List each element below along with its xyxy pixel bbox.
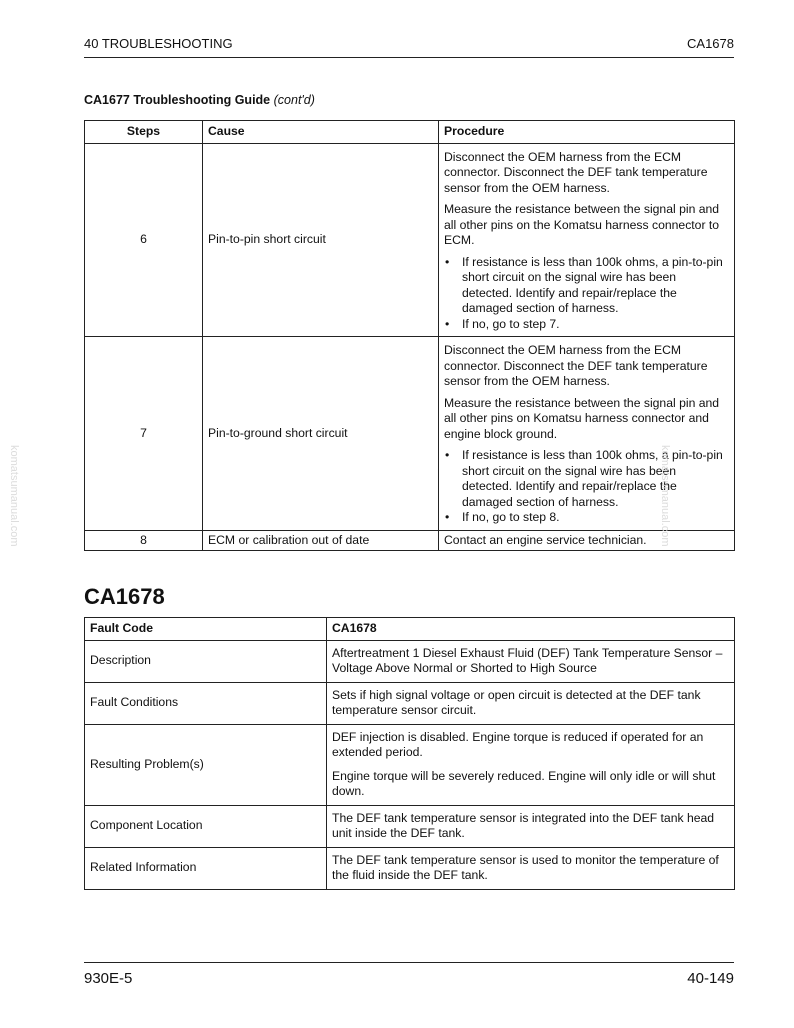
step-cause: ECM or calibration out of date xyxy=(203,530,439,551)
header-code: CA1678 xyxy=(687,36,734,51)
step-number: 7 xyxy=(85,337,203,531)
row-value xyxy=(327,805,735,847)
guide-title xyxy=(84,93,315,107)
procedure-bullet xyxy=(444,317,729,333)
table-row xyxy=(85,337,735,531)
value-paragraph: Sets if high signal voltage or open circuit is detected at the DEF tank temperature sensor circuit. xyxy=(332,687,701,717)
table-row xyxy=(85,530,735,551)
row-label: Related Information xyxy=(85,847,327,889)
header-rule xyxy=(84,57,734,58)
row-value xyxy=(327,724,735,805)
procedure-paragraph: Disconnect the OEM harness from the ECM connector. Disconnect the DEF tank temperature sensor from the OEM harness. xyxy=(444,343,708,388)
fault-code-table xyxy=(84,617,735,890)
column-header-procedure: Procedure xyxy=(439,121,735,144)
row-label: Fault Conditions xyxy=(85,682,327,724)
step-procedure xyxy=(439,143,735,337)
row-label: Resulting Problem(s) xyxy=(85,724,327,805)
value-paragraph: The DEF tank temperature sensor is used to monitor the temperature of the fluid inside the DEF tank. xyxy=(332,852,719,882)
value-paragraph: The DEF tank temperature sensor is integrated into the DEF tank head unit inside the DEF tank. xyxy=(332,810,715,840)
value-paragraph: Aftertreatment 1 Diesel Exhaust Fluid (DEF) Tank Temperature Sensor – Voltage Above Normal or Shorted to High Source xyxy=(332,645,723,675)
bullet-text: If resistance is less than 100k ohms, a pin-to-pin short circuit on the signal wire has been detected. Identify and repair/replace the damaged section of harness. xyxy=(462,254,723,315)
bullet-icon: • xyxy=(445,448,450,462)
step-procedure: Contact an engine service technician. xyxy=(439,530,735,551)
row-label: Description xyxy=(85,640,327,682)
table-header-row xyxy=(85,618,735,641)
table-row xyxy=(85,724,735,805)
table-row xyxy=(85,847,735,889)
bullet-icon: • xyxy=(445,316,450,331)
table-row xyxy=(85,805,735,847)
procedure-bullet xyxy=(444,510,729,526)
procedure-paragraph: Measure the resistance between the signal pin and all other pins on Komatsu harness connector and engine block ground. xyxy=(444,395,720,441)
step-cause: Pin-to-pin short circuit xyxy=(203,143,439,337)
procedure-paragraph: Measure the resistance between the signal pin and all other pins on the Komatsu harness connector to ECM. xyxy=(444,202,720,247)
bullet-text: If no, go to step 7. xyxy=(462,316,560,331)
step-number: 8 xyxy=(85,530,203,551)
fault-code-value: CA1678 xyxy=(327,618,735,641)
step-cause: Pin-to-ground short circuit xyxy=(203,337,439,531)
row-value xyxy=(327,682,735,724)
row-label: Component Location xyxy=(85,805,327,847)
section-title: CA1678 xyxy=(84,584,165,609)
column-header-cause: Cause xyxy=(203,121,439,144)
table-row xyxy=(85,640,735,682)
row-value xyxy=(327,847,735,889)
guide-title-suffix: (cont'd) xyxy=(273,93,315,107)
fault-code-label: Fault Code xyxy=(85,618,327,641)
step-procedure xyxy=(439,337,735,531)
troubleshooting-table xyxy=(84,120,735,551)
table-row xyxy=(85,682,735,724)
footer-page-number: 40-149 xyxy=(687,970,734,987)
procedure-bullet xyxy=(444,255,729,317)
table-row xyxy=(85,143,735,337)
row-value xyxy=(327,640,735,682)
step-number: 6 xyxy=(85,143,203,337)
column-header-steps: Steps xyxy=(85,121,203,144)
header-section: 40 TROUBLESHOOTING xyxy=(84,36,233,51)
bullet-text: If resistance is less than 100k ohms, a pin-to-pin short circuit on the signal wire has been detected. Identify and repair/replace the damaged section of harness. xyxy=(462,448,723,509)
value-paragraph: DEF injection is disabled. Engine torque is reduced if operated for an extended period. xyxy=(332,729,704,759)
procedure-bullet xyxy=(444,448,729,510)
guide-title-text: CA1677 Troubleshooting Guide xyxy=(84,93,271,107)
footer-model: 930E-5 xyxy=(84,970,133,987)
footer-rule xyxy=(84,962,734,963)
procedure-paragraph: Disconnect the OEM harness from the ECM connector. Disconnect the DEF tank temperature sensor from the OEM harness. xyxy=(444,149,708,195)
watermark-right xyxy=(658,445,773,547)
value-paragraph: Engine torque will be severely reduced. Engine will only idle or will shut down. xyxy=(332,768,716,798)
watermark-left: komatsumanual.com xyxy=(8,445,20,547)
bullet-text: If no, go to step 8. xyxy=(462,510,560,524)
bullet-icon: • xyxy=(445,254,450,269)
watermark-right-text: komatsumanual.com xyxy=(658,445,671,547)
table-header-row xyxy=(85,121,735,144)
bullet-icon: • xyxy=(445,510,450,524)
